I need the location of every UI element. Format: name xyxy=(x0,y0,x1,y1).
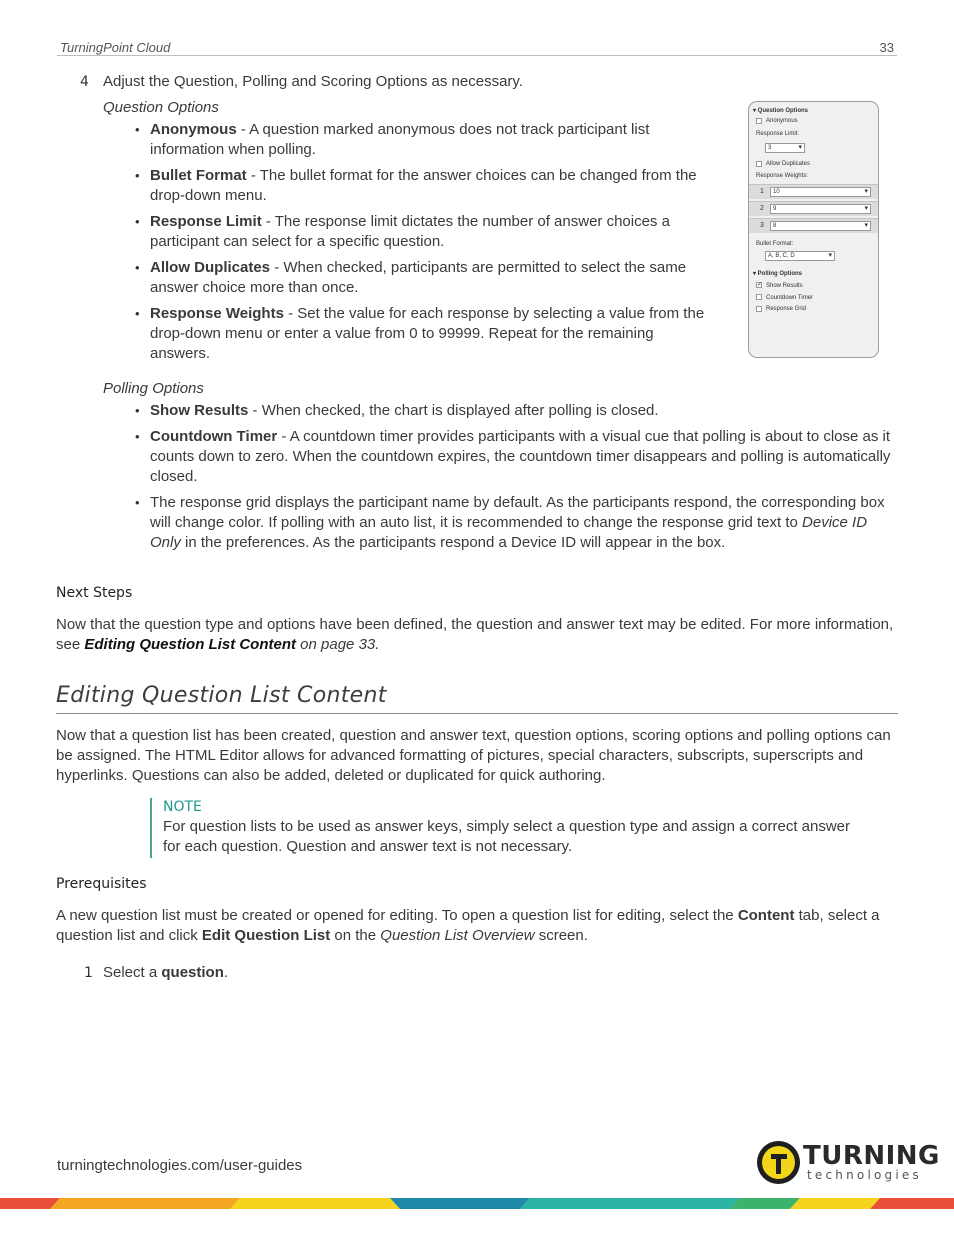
step-number: 4 xyxy=(80,74,89,90)
show-results-checkbox[interactable]: ✓ xyxy=(757,282,763,288)
next-steps-text: Now that the question type and options have been defined, the question and answer text may be edited. For more information, see Editing Question List Content on page 33. xyxy=(56,616,894,653)
response-limit-dropdown[interactable]: 3 ▾ xyxy=(765,143,805,153)
list-item: • Response Weights - Set the value for each response by selecting a value from the drop-down menu or enter a value from 0 to 99999. Repeat for the remaining answers. xyxy=(130,304,710,364)
question-options-panel xyxy=(748,101,879,358)
list-item: • Response Limit - The response limit dictates the number of answer choices a participant can select for a specific question. xyxy=(130,212,710,252)
weight-row xyxy=(749,201,879,216)
page-number: 33 xyxy=(879,40,894,55)
list-item: • Anonymous - A question marked anonymous does not track participant list information when polling. xyxy=(130,120,710,160)
prerequisites-text: A new question list must be created or opened for editing. To open a question list for editing, select the Content tab, select a question list and click Edit Question List on the Question List Overview screen. xyxy=(56,907,880,944)
weight-row-number: 2 xyxy=(760,205,764,212)
footer-color-band xyxy=(0,1195,954,1209)
polling-options-heading: Polling Options xyxy=(103,380,204,397)
bullet-format-dropdown[interactable]: A, B, C, D ▾ xyxy=(765,251,835,261)
weight-dropdown[interactable]: 10 ▾ xyxy=(770,187,871,197)
note-text: For question lists to be used as answer keys, simply select a question type and assign a correct answer for each question. Question and answer text is not necessary. xyxy=(163,818,851,855)
weight-row-number: 1 xyxy=(760,188,764,195)
document-title: TurningPoint Cloud xyxy=(60,40,171,55)
list-item: • The response grid displays the participant name by default. As the participants respond, the corresponding box will change color. If polling with an auto list, it is recommended to change the response grid text to Device ID Only in the preferences. As the participants respond a Device ID will appear in the box. xyxy=(130,493,900,553)
footer-url[interactable]: turningtechnologies.com/user-guides xyxy=(57,1157,303,1174)
section-title: Editing Question List Content xyxy=(56,686,898,714)
bullet-format-label: Bullet Format: xyxy=(756,241,794,247)
logo-word: TURNING xyxy=(803,1141,940,1171)
turning-logo xyxy=(757,1141,940,1187)
page-header xyxy=(57,36,897,56)
step-number: 1 xyxy=(84,965,93,981)
list-item: • Allow Duplicates - When checked, participants are permitted to select the same answer choice more than once. xyxy=(130,258,710,298)
next-steps-heading: Next Steps xyxy=(56,585,133,601)
weight-dropdown[interactable]: 8 ▾ xyxy=(770,221,871,231)
response-limit-label: Response Limit: xyxy=(756,131,800,137)
panel-polling-options-header[interactable]: ▾ Polling Options xyxy=(753,271,803,277)
prerequisites-heading: Prerequisites xyxy=(56,876,147,892)
weight-dropdown[interactable]: 9 ▾ xyxy=(770,204,871,214)
editing-link[interactable]: Editing Question List Content xyxy=(84,636,297,653)
anonymous-checkbox[interactable] xyxy=(756,118,762,124)
list-item: • Countdown Timer - A countdown timer provides participants with a visual cue that polling is about to close as it counts down to zero. When the countdown expires, the countdown timer disappears and polling is automatically closed. xyxy=(130,427,900,487)
question-options-heading: Question Options xyxy=(103,99,219,116)
show-results-label: Show Results xyxy=(766,283,803,289)
step-text: Select a question. xyxy=(103,964,229,981)
response-grid-label: Response Grid xyxy=(766,306,807,312)
step-text: Adjust the Question, Polling and Scoring Options as necessary. xyxy=(103,73,523,90)
polling-options-list xyxy=(130,401,900,559)
logo-circle-icon xyxy=(757,1141,800,1184)
weight-row xyxy=(749,184,879,199)
editing-body: Now that a question list has been created, question and answer text, question options, scoring options and polling options can be assigned. The HTML Editor allows for advanced formatting of pictures, special characters, subscripts, superscripts and hyperlinks. Questions can also be added, deleted or duplicated for quick authoring. xyxy=(56,727,891,784)
list-item: • Bullet Format - The bullet format for the answer choices can be changed from the drop-down menu. xyxy=(130,166,710,206)
anonymous-label: Anonymous xyxy=(766,118,798,124)
list-item: • Show Results - When checked, the chart is displayed after polling is closed. xyxy=(130,401,900,421)
panel-question-options-header[interactable]: ▾ Question Options xyxy=(753,108,809,114)
response-grid-checkbox[interactable] xyxy=(756,306,762,312)
weight-row xyxy=(749,218,879,233)
note-label: NOTE xyxy=(163,799,202,815)
allow-duplicates-label: Allow Duplicates xyxy=(766,161,811,167)
note-box xyxy=(150,798,860,858)
logo-subword: technologies xyxy=(807,1168,922,1182)
allow-duplicates-checkbox[interactable] xyxy=(756,161,762,167)
response-weights-label: Response Weights: xyxy=(756,173,808,179)
question-options-list xyxy=(130,120,710,370)
weight-row-number: 3 xyxy=(760,222,764,229)
countdown-timer-checkbox[interactable] xyxy=(756,294,762,300)
countdown-timer-label: Countdown Timer xyxy=(766,295,814,301)
